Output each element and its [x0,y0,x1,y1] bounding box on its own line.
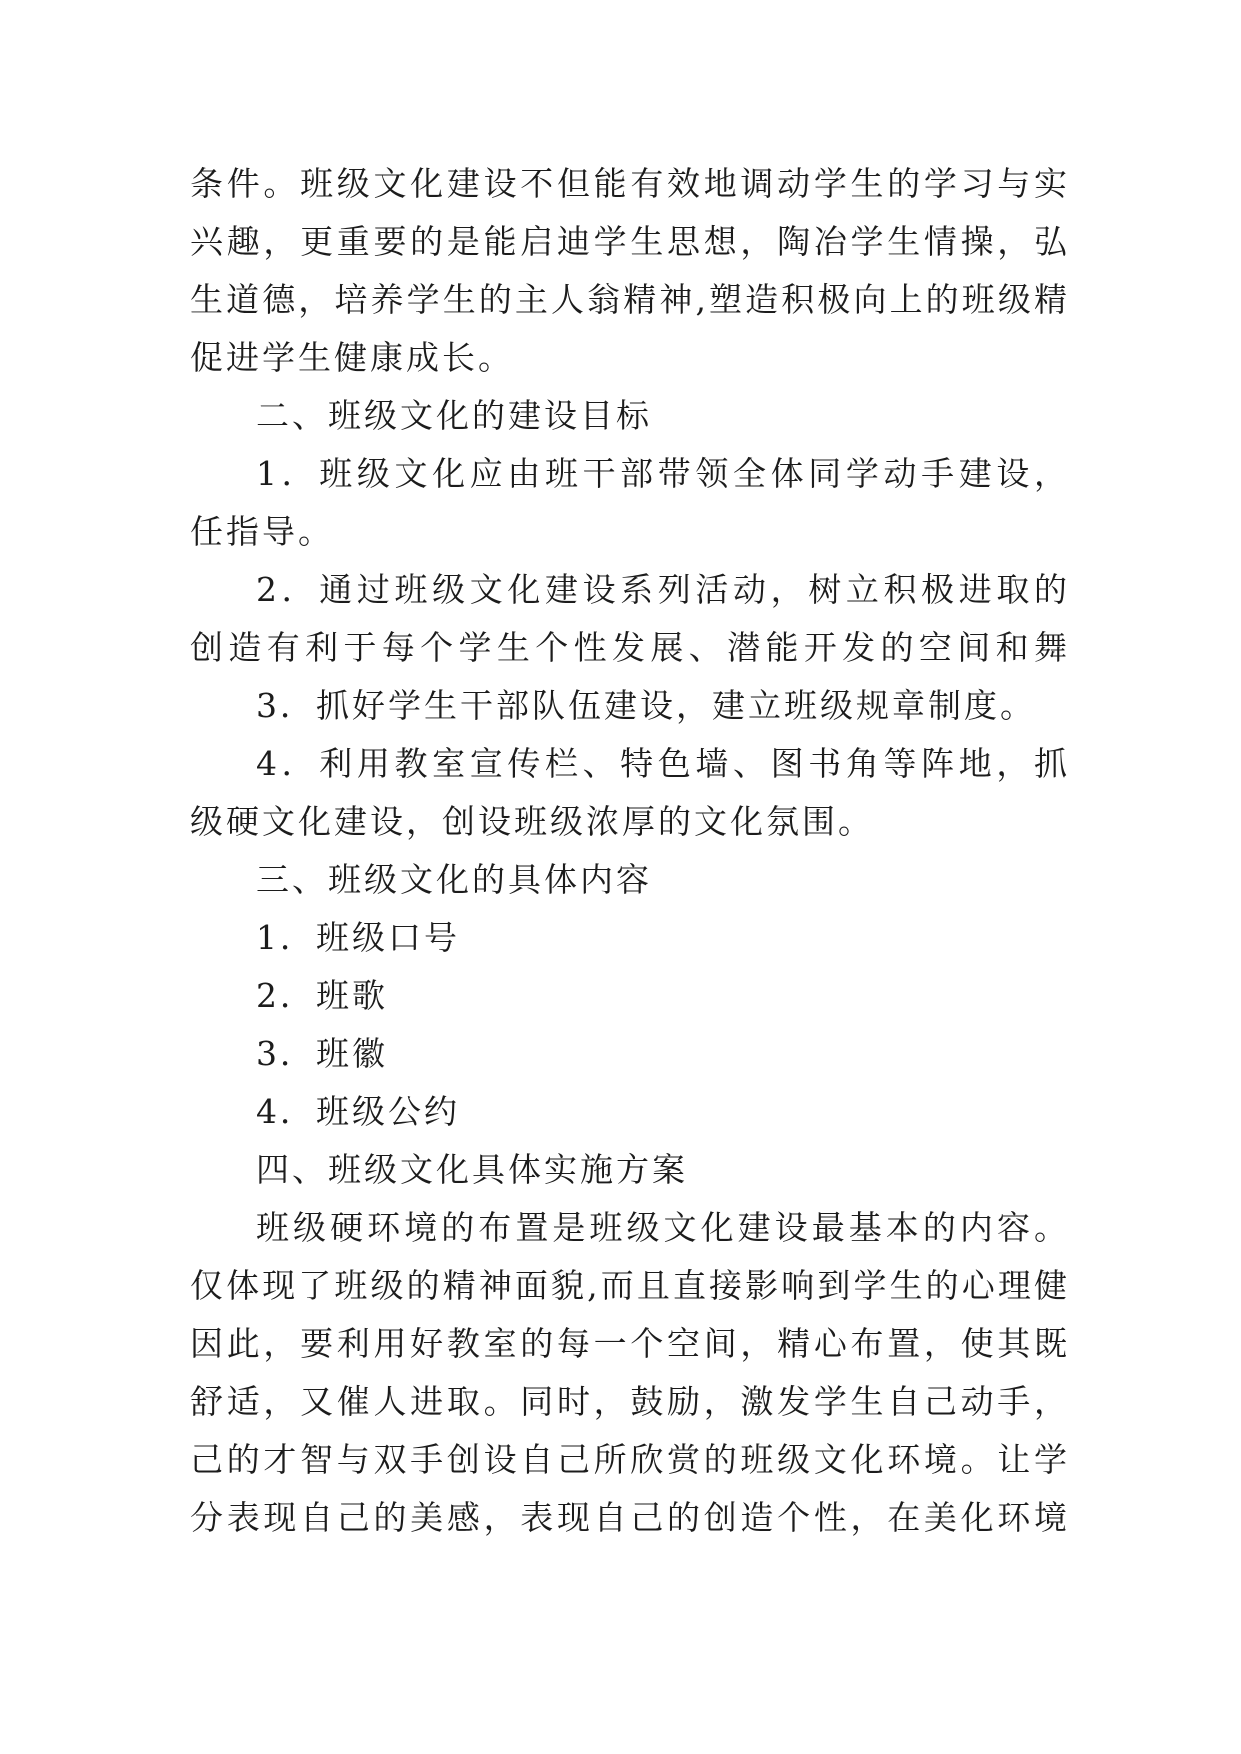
list-item-line: 1．班级文化应由班干部带领全体同学动手建设， [256,454,1070,493]
paragraph-line: 兴趣，更重要的是能启迪学生思想，陶冶学生情操，弘 [190,222,1070,261]
list-item-line: 1．班级口号 [256,918,460,957]
paragraph-line: 舒适，又催人进取。同时，鼓励，激发学生自己动手， [190,1382,1070,1421]
paragraph-line: 分表现自己的美感，表现自己的创造个性，在美化环境 [190,1498,1070,1537]
paragraph-line: 己的才智与双手创设自己所欣赏的班级文化环境。让学 [190,1440,1070,1479]
list-item-line: 4．班级公约 [256,1092,460,1131]
section-heading-4: 四、班级文化具体实施方案 [256,1150,688,1189]
list-item-line: 2．通过班级文化建设系列活动，树立积极进取的 [256,570,1070,609]
paragraph-line: 促进学生健康成长。 [190,338,514,377]
section-heading-2: 二、班级文化的建设目标 [256,396,652,435]
document-body [190,155,1070,1547]
list-item-line: 级硬文化建设，创设班级浓厚的文化氛围。 [190,802,874,841]
paragraph-line: 生道德，培养学生的主人翁精神,塑造积极向上的班级精 [190,280,1070,319]
list-item-line: 4．利用教室宣传栏、特色墙、图书角等阵地，抓 [256,744,1070,783]
paragraph-line: 仅体现了班级的精神面貌,而且直接影响到学生的心理健 [190,1266,1070,1305]
paragraph-line: 班级硬环境的布置是班级文化建设最基本的内容。 [256,1208,1070,1247]
list-item-line: 2．班歌 [256,976,388,1015]
section-heading-3: 三、班级文化的具体内容 [256,860,652,899]
paragraph-line: 因此，要利用好教室的每一个空间，精心布置，使其既 [190,1324,1070,1363]
paragraph-line: 条件。班级文化建设不但能有效地调动学生的学习与实 [190,164,1070,203]
list-item-line: 3．抓好学生干部队伍建设，建立班级规章制度。 [256,686,1036,725]
list-item-line: 任指导。 [190,512,334,551]
list-item-line: 3．班徽 [256,1034,388,1073]
list-item-line: 创造有利于每个学生个性发展、潜能开发的空间和舞 [190,628,1070,667]
